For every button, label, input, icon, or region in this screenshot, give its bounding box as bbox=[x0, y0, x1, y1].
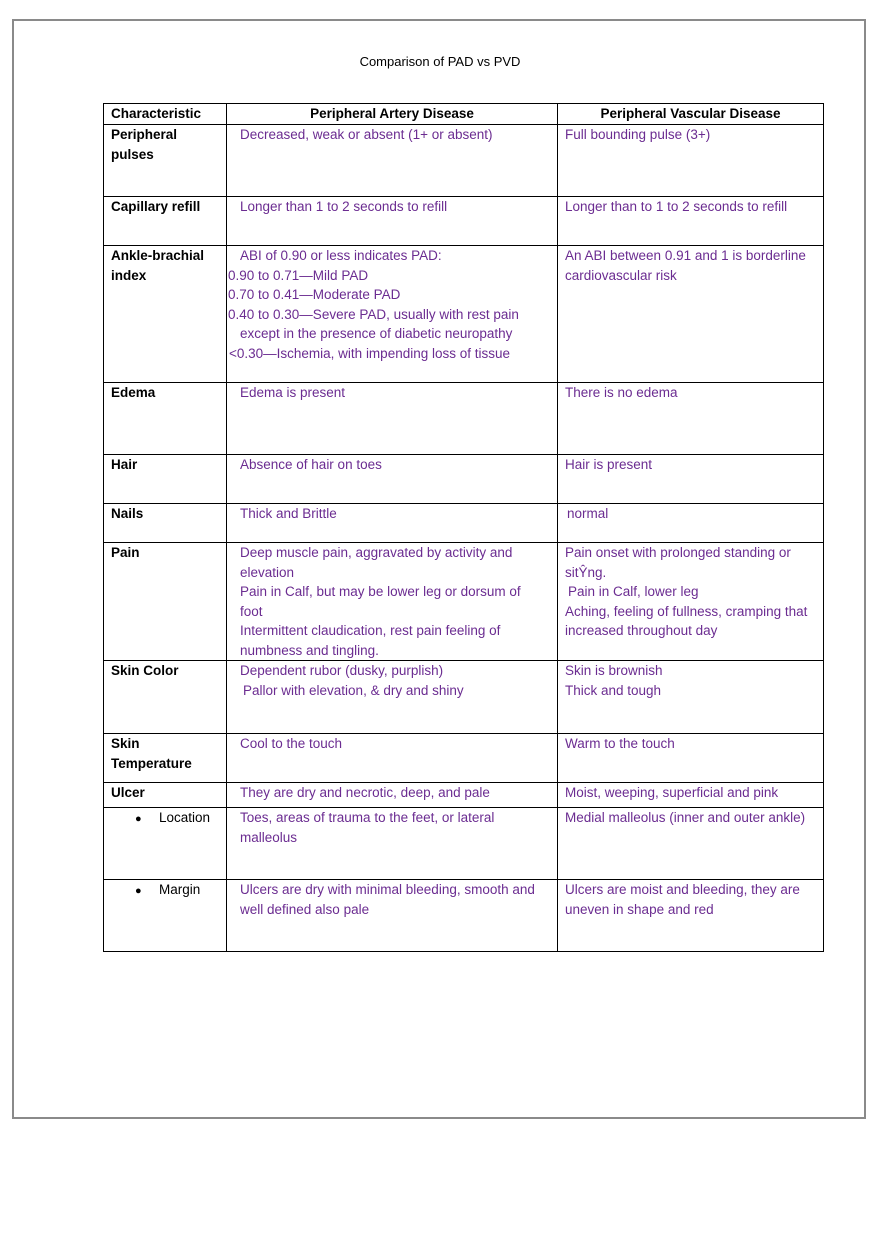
pad-text: Edema is present bbox=[240, 385, 346, 400]
table-header-row bbox=[104, 104, 824, 125]
pad-cell bbox=[227, 125, 558, 197]
pad-text: 0.90 to 0.71—Mild PAD bbox=[228, 267, 369, 283]
row-label-ulcer: Ulcer bbox=[104, 783, 227, 808]
pad-text: Toes, areas of trauma to the feet, or lateral malleolus bbox=[240, 810, 495, 845]
pad-text: Longer than 1 to 2 seconds to refill bbox=[240, 199, 448, 214]
table-row bbox=[104, 455, 824, 504]
row-label-skin-temperature: Skin Temperature bbox=[104, 734, 227, 783]
pvd-cell bbox=[558, 246, 824, 383]
pvd-cell bbox=[558, 197, 824, 246]
row-label-location bbox=[104, 808, 227, 880]
table-row bbox=[104, 383, 824, 455]
table-row bbox=[104, 504, 824, 543]
pvd-text: Moist, weeping, superficial and pink bbox=[565, 785, 779, 800]
pad-text: They are dry and necrotic, deep, and pale bbox=[240, 785, 490, 800]
pvd-text: Thick and tough bbox=[565, 682, 662, 698]
row-label-nails: Nails bbox=[104, 504, 227, 543]
pvd-cell bbox=[558, 125, 824, 197]
table-row bbox=[104, 246, 824, 383]
table-row bbox=[104, 783, 824, 808]
pvd-text: Ulcers are moist and bleeding, they are uneven in shape and red bbox=[565, 882, 800, 917]
pad-text: Pallor with elevation, & dry and shiny bbox=[243, 682, 464, 698]
row-label-pain: Pain bbox=[104, 543, 227, 661]
table-row bbox=[104, 543, 824, 661]
pad-cell bbox=[227, 734, 558, 783]
row-label-peripheral-pulses: Peripheral pulses bbox=[104, 125, 227, 197]
pad-text: 0.40 to 0.30—Severe PAD, usually with rest pain bbox=[228, 306, 519, 322]
pad-cell bbox=[227, 383, 558, 455]
bullet-icon: ● bbox=[135, 813, 142, 825]
pad-cell bbox=[227, 455, 558, 504]
pvd-text: normal bbox=[567, 506, 609, 521]
row-label-edema: Edema bbox=[104, 383, 227, 455]
header-pad: Peripheral Artery Disease bbox=[227, 104, 558, 125]
table-row bbox=[104, 197, 824, 246]
pvd-text: Full bounding pulse (3+) bbox=[565, 127, 711, 142]
pvd-cell bbox=[558, 504, 824, 543]
row-label-skin-color: Skin Color bbox=[104, 661, 227, 734]
header-pvd: Peripheral Vascular Disease bbox=[558, 104, 824, 125]
pvd-text: Warm to the touch bbox=[565, 736, 675, 751]
pvd-text: Aching, feeling of fullness, cramping that increased throughout day bbox=[565, 603, 808, 638]
pvd-cell bbox=[558, 543, 824, 661]
pvd-text: There is no edema bbox=[565, 385, 678, 400]
pad-text: Dependent rubor (dusky, purplish) bbox=[240, 663, 444, 678]
pvd-cell bbox=[558, 880, 824, 952]
pvd-cell bbox=[558, 734, 824, 783]
row-label-capillary-refill: Capillary refill bbox=[104, 197, 227, 246]
pad-text: Deep muscle pain, aggravated by activity and elevation bbox=[240, 545, 513, 580]
pad-text: <0.30—Ischemia, with impending loss of tissue bbox=[229, 345, 511, 361]
table-row bbox=[104, 880, 824, 952]
pvd-cell bbox=[558, 383, 824, 455]
pad-cell bbox=[227, 880, 558, 952]
row-label-hair: Hair bbox=[104, 455, 227, 504]
pvd-text: An ABI between 0.91 and 1 is borderline cardiovascular risk bbox=[565, 248, 806, 283]
pvd-cell bbox=[558, 661, 824, 734]
table-row bbox=[104, 125, 824, 197]
pad-cell bbox=[227, 543, 558, 661]
table-row bbox=[104, 734, 824, 783]
pvd-cell bbox=[558, 808, 824, 880]
table-row bbox=[104, 661, 824, 734]
bullet-icon: ● bbox=[135, 885, 142, 897]
pad-cell bbox=[227, 246, 558, 383]
pad-text: Thick and Brittle bbox=[240, 506, 337, 521]
document-title: Comparison of PAD vs PVD bbox=[359, 54, 521, 69]
pad-cell bbox=[227, 808, 558, 880]
pvd-text: Pain onset with prolonged standing or sitŶng. bbox=[565, 545, 791, 580]
comparison-table bbox=[103, 103, 824, 952]
sub-label-text: Location bbox=[159, 810, 211, 825]
pad-text: Pain in Calf, but may be lower leg or dorsum of foot bbox=[240, 584, 521, 619]
pvd-text: Medial malleolus (inner and outer ankle) bbox=[565, 810, 806, 825]
pvd-text: Hair is present bbox=[565, 457, 653, 472]
pvd-cell bbox=[558, 455, 824, 504]
table-row bbox=[104, 808, 824, 880]
row-label-margin bbox=[104, 880, 227, 952]
pvd-cell bbox=[558, 783, 824, 808]
pad-text: Intermittent claudication, rest pain feeling of numbness and tingling. bbox=[240, 623, 501, 658]
pvd-text: Pain in Calf, lower leg bbox=[568, 584, 699, 599]
pad-text: Cool to the touch bbox=[240, 736, 343, 751]
row-label-ankle-brachial-index: Ankle-brachial index bbox=[104, 246, 227, 383]
pvd-text: Longer than to 1 to 2 seconds to refill bbox=[565, 199, 788, 214]
pvd-text: Skin is brownish bbox=[565, 663, 663, 678]
pad-text: ABI of 0.90 or less indicates PAD: bbox=[240, 248, 442, 263]
pad-text: Ulcers are dry with minimal bleeding, smooth and well defined also pale bbox=[240, 882, 535, 917]
sub-label-text: Margin bbox=[159, 882, 201, 897]
pad-cell bbox=[227, 783, 558, 808]
pad-text: except in the presence of diabetic neuropathy bbox=[240, 326, 513, 341]
pad-text: 0.70 to 0.41—Moderate PAD bbox=[228, 287, 401, 302]
pad-cell bbox=[227, 661, 558, 734]
header-characteristic: Characteristic bbox=[104, 104, 227, 125]
pad-cell bbox=[227, 197, 558, 246]
pad-text: Decreased, weak or absent (1+ or absent) bbox=[240, 127, 493, 142]
pad-cell bbox=[227, 504, 558, 543]
pad-text: Absence of hair on toes bbox=[240, 457, 382, 472]
